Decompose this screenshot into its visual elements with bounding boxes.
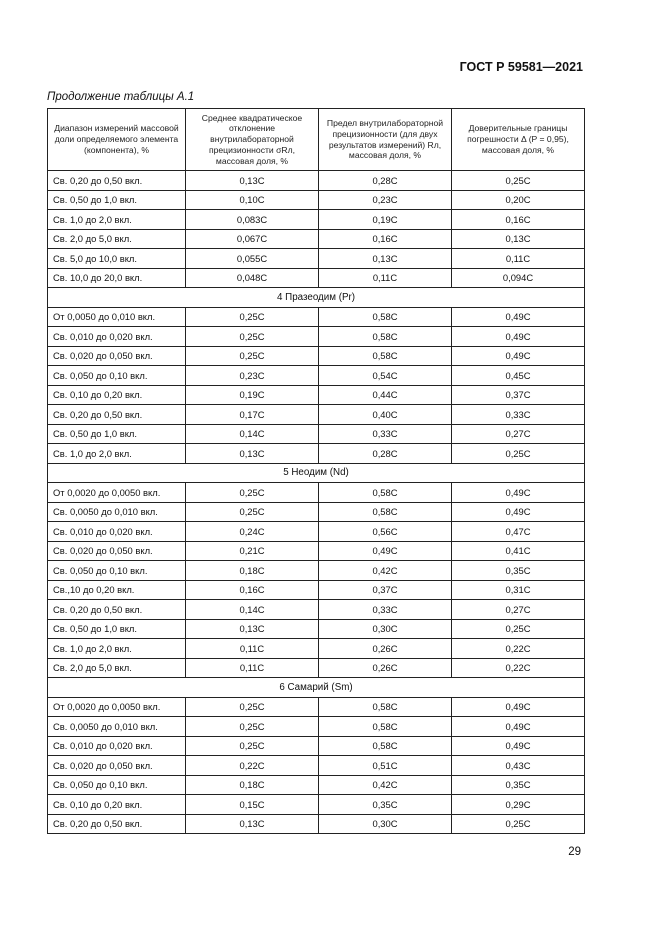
document-id: ГОСТ Р 59581—2021 xyxy=(459,60,583,74)
limit-cell: 0,11C xyxy=(319,268,452,288)
sigma-cell: 0,24C xyxy=(186,522,319,542)
sigma-cell: 0,25C xyxy=(186,327,319,347)
range-cell: Св. 0,10 до 0,20 вкл. xyxy=(48,795,186,815)
table-row xyxy=(48,795,585,815)
section-title: 4 Празеодим (Pr) xyxy=(48,288,585,308)
error-cell: 0,25C xyxy=(452,619,585,639)
column-header-limit: Предел внутрилабораторной прецизионности (для двух результатов измерений) Rл, массовая доля, % xyxy=(319,109,452,171)
table-row xyxy=(48,717,585,737)
table-row xyxy=(48,483,585,503)
table-row xyxy=(48,580,585,600)
error-cell: 0,25C xyxy=(452,171,585,191)
range-cell: Св. 0,010 до 0,020 вкл. xyxy=(48,522,186,542)
range-cell: Св. 1,0 до 2,0 вкл. xyxy=(48,444,186,464)
range-cell: Св. 0,20 до 0,50 вкл. xyxy=(48,600,186,620)
range-cell: От 0,0020 до 0,0050 вкл. xyxy=(48,697,186,717)
range-cell: Св. 0,010 до 0,020 вкл. xyxy=(48,736,186,756)
error-cell: 0,49C xyxy=(452,502,585,522)
table-row xyxy=(48,327,585,347)
error-cell: 0,33C xyxy=(452,405,585,425)
sigma-cell: 0,19C xyxy=(186,385,319,405)
range-cell: Св. 0,10 до 0,20 вкл. xyxy=(48,385,186,405)
sigma-cell: 0,13C xyxy=(186,814,319,834)
sigma-cell: 0,18C xyxy=(186,561,319,581)
table-row xyxy=(48,444,585,464)
limit-cell: 0,44C xyxy=(319,385,452,405)
table-row xyxy=(48,814,585,834)
error-cell: 0,49C xyxy=(452,736,585,756)
range-cell: Св. 0,50 до 1,0 вкл. xyxy=(48,424,186,444)
limit-cell: 0,16C xyxy=(319,229,452,249)
error-cell: 0,29C xyxy=(452,795,585,815)
limit-cell: 0,42C xyxy=(319,775,452,795)
table-row xyxy=(48,424,585,444)
sigma-cell: 0,21C xyxy=(186,541,319,561)
range-cell: Св. 0,010 до 0,020 вкл. xyxy=(48,327,186,347)
limit-cell: 0,19C xyxy=(319,210,452,230)
table-row xyxy=(48,210,585,230)
range-cell: Св. 10,0 до 20,0 вкл. xyxy=(48,268,186,288)
table-row xyxy=(48,502,585,522)
range-cell: Св.,10 до 0,20 вкл. xyxy=(48,580,186,600)
sigma-cell: 0,25C xyxy=(186,697,319,717)
range-cell: Св. 0,0050 до 0,010 вкл. xyxy=(48,717,186,737)
error-cell: 0,49C xyxy=(452,346,585,366)
sigma-cell: 0,25C xyxy=(186,346,319,366)
sigma-cell: 0,048C xyxy=(186,268,319,288)
range-cell: От 0,0020 до 0,0050 вкл. xyxy=(48,483,186,503)
error-cell: 0,13C xyxy=(452,229,585,249)
sigma-cell: 0,25C xyxy=(186,483,319,503)
sigma-cell: 0,16C xyxy=(186,580,319,600)
sigma-cell: 0,17C xyxy=(186,405,319,425)
column-header-error: Доверительные границы погрешности Δ (P = 0,95), массовая доля, % xyxy=(452,109,585,171)
sigma-cell: 0,18C xyxy=(186,775,319,795)
sigma-cell: 0,23C xyxy=(186,366,319,386)
limit-cell: 0,28C xyxy=(319,444,452,464)
table-row xyxy=(48,619,585,639)
table-row xyxy=(48,366,585,386)
column-header-range: Диапазон измерений массовой доли определяемого элемента (компонента), % xyxy=(48,109,186,171)
table-row xyxy=(48,522,585,542)
limit-cell: 0,23C xyxy=(319,190,452,210)
table-row xyxy=(48,229,585,249)
sigma-cell: 0,25C xyxy=(186,307,319,327)
range-cell: Св. 0,020 до 0,050 вкл. xyxy=(48,541,186,561)
limit-cell: 0,33C xyxy=(319,600,452,620)
error-cell: 0,11C xyxy=(452,249,585,269)
error-cell: 0,25C xyxy=(452,444,585,464)
error-cell: 0,22C xyxy=(452,658,585,678)
error-cell: 0,49C xyxy=(452,327,585,347)
column-header-sigma: Среднее квадратическое отклонение внутрилабораторной прецизионности σRл, массовая доля, % xyxy=(186,109,319,171)
range-cell: Св. 1,0 до 2,0 вкл. xyxy=(48,210,186,230)
error-cell: 0,22C xyxy=(452,639,585,659)
sigma-cell: 0,15C xyxy=(186,795,319,815)
table-row xyxy=(48,775,585,795)
range-cell: Св. 0,20 до 0,50 вкл. xyxy=(48,814,186,834)
limit-cell: 0,37C xyxy=(319,580,452,600)
error-cell: 0,49C xyxy=(452,717,585,737)
error-cell: 0,27C xyxy=(452,424,585,444)
range-cell: Св. 1,0 до 2,0 вкл. xyxy=(48,639,186,659)
range-cell: Св. 0,050 до 0,10 вкл. xyxy=(48,366,186,386)
limit-cell: 0,58C xyxy=(319,483,452,503)
sigma-cell: 0,14C xyxy=(186,424,319,444)
section-row xyxy=(48,463,585,483)
sigma-cell: 0,13C xyxy=(186,619,319,639)
range-cell: Св. 0,020 до 0,050 вкл. xyxy=(48,756,186,776)
table-row xyxy=(48,190,585,210)
limit-cell: 0,35C xyxy=(319,795,452,815)
error-cell: 0,49C xyxy=(452,483,585,503)
limit-cell: 0,58C xyxy=(319,346,452,366)
error-cell: 0,47C xyxy=(452,522,585,542)
limit-cell: 0,51C xyxy=(319,756,452,776)
section-title: 6 Самарий (Sm) xyxy=(48,678,585,698)
error-cell: 0,094C xyxy=(452,268,585,288)
table-row xyxy=(48,171,585,191)
sigma-cell: 0,10C xyxy=(186,190,319,210)
sigma-cell: 0,22C xyxy=(186,756,319,776)
limit-cell: 0,58C xyxy=(319,327,452,347)
limit-cell: 0,58C xyxy=(319,307,452,327)
limit-cell: 0,30C xyxy=(319,814,452,834)
sigma-cell: 0,25C xyxy=(186,502,319,522)
error-cell: 0,25C xyxy=(452,814,585,834)
table-row xyxy=(48,307,585,327)
sigma-cell: 0,14C xyxy=(186,600,319,620)
table-row xyxy=(48,600,585,620)
section-row xyxy=(48,678,585,698)
limit-cell: 0,40C xyxy=(319,405,452,425)
sigma-cell: 0,13C xyxy=(186,171,319,191)
error-cell: 0,16C xyxy=(452,210,585,230)
table-row xyxy=(48,249,585,269)
error-cell: 0,43C xyxy=(452,756,585,776)
limit-cell: 0,26C xyxy=(319,639,452,659)
table-row xyxy=(48,658,585,678)
sigma-cell: 0,25C xyxy=(186,736,319,756)
error-cell: 0,49C xyxy=(452,307,585,327)
limit-cell: 0,56C xyxy=(319,522,452,542)
range-cell: Св. 0,20 до 0,50 вкл. xyxy=(48,405,186,425)
limit-cell: 0,54C xyxy=(319,366,452,386)
range-cell: Св. 0,020 до 0,050 вкл. xyxy=(48,346,186,366)
range-cell: От 0,0050 до 0,010 вкл. xyxy=(48,307,186,327)
limit-cell: 0,49C xyxy=(319,541,452,561)
limit-cell: 0,58C xyxy=(319,502,452,522)
table-row xyxy=(48,561,585,581)
table-row xyxy=(48,697,585,717)
table-caption: Продолжение таблицы А.1 xyxy=(47,91,195,103)
error-cell: 0,45C xyxy=(452,366,585,386)
range-cell: Св. 5,0 до 10,0 вкл. xyxy=(48,249,186,269)
limit-cell: 0,30C xyxy=(319,619,452,639)
table-row xyxy=(48,639,585,659)
table-row xyxy=(48,405,585,425)
range-cell: Св. 0,50 до 1,0 вкл. xyxy=(48,190,186,210)
table-row xyxy=(48,385,585,405)
range-cell: Св. 0,0050 до 0,010 вкл. xyxy=(48,502,186,522)
error-cell: 0,41C xyxy=(452,541,585,561)
range-cell: Св. 2,0 до 5,0 вкл. xyxy=(48,229,186,249)
section-title: 5 Неодим (Nd) xyxy=(48,463,585,483)
limit-cell: 0,26C xyxy=(319,658,452,678)
error-cell: 0,20C xyxy=(452,190,585,210)
data-table xyxy=(47,108,585,834)
page-number: 29 xyxy=(568,846,581,858)
limit-cell: 0,13C xyxy=(319,249,452,269)
error-cell: 0,37C xyxy=(452,385,585,405)
range-cell: Св. 2,0 до 5,0 вкл. xyxy=(48,658,186,678)
table-row xyxy=(48,268,585,288)
sigma-cell: 0,067C xyxy=(186,229,319,249)
range-cell: Св. 0,50 до 1,0 вкл. xyxy=(48,619,186,639)
limit-cell: 0,58C xyxy=(319,697,452,717)
limit-cell: 0,42C xyxy=(319,561,452,581)
range-cell: Св. 0,050 до 0,10 вкл. xyxy=(48,561,186,581)
table-body xyxy=(48,171,585,834)
error-cell: 0,31C xyxy=(452,580,585,600)
table-header-row xyxy=(48,109,585,171)
sigma-cell: 0,11C xyxy=(186,639,319,659)
range-cell: Св. 0,050 до 0,10 вкл. xyxy=(48,775,186,795)
limit-cell: 0,33C xyxy=(319,424,452,444)
error-cell: 0,35C xyxy=(452,561,585,581)
error-cell: 0,49C xyxy=(452,697,585,717)
limit-cell: 0,58C xyxy=(319,717,452,737)
sigma-cell: 0,25C xyxy=(186,717,319,737)
sigma-cell: 0,083C xyxy=(186,210,319,230)
table-row xyxy=(48,756,585,776)
table-row xyxy=(48,736,585,756)
error-cell: 0,27C xyxy=(452,600,585,620)
limit-cell: 0,58C xyxy=(319,736,452,756)
sigma-cell: 0,11C xyxy=(186,658,319,678)
sigma-cell: 0,13C xyxy=(186,444,319,464)
table-row xyxy=(48,346,585,366)
section-row xyxy=(48,288,585,308)
error-cell: 0,35C xyxy=(452,775,585,795)
limit-cell: 0,28C xyxy=(319,171,452,191)
sigma-cell: 0,055C xyxy=(186,249,319,269)
table-row xyxy=(48,541,585,561)
range-cell: Св. 0,20 до 0,50 вкл. xyxy=(48,171,186,191)
